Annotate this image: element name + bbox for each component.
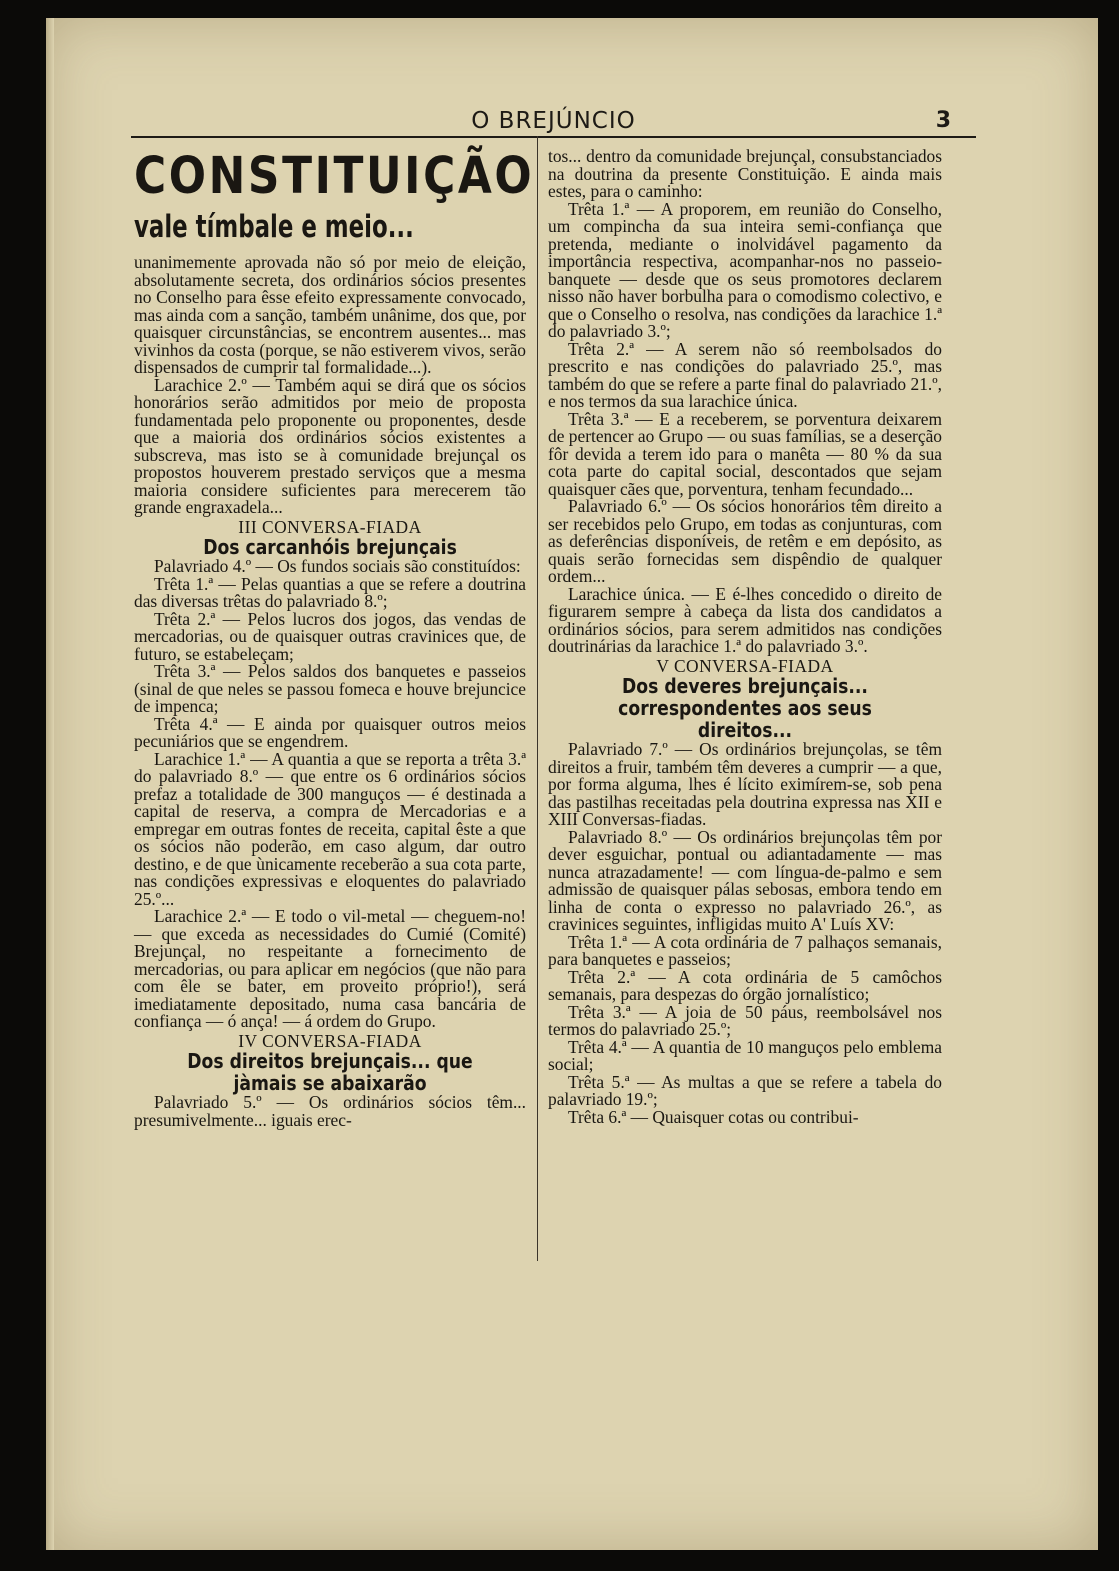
paragraph: Palavriado 6.º — Os sócios honorários têm direito a ser recebidos pelo Grupo, em todas as conjunturas, com as deferências disponíveis, de retêm e em depósito, as quais serão fornecidas sem dispêndio de qualquer ordem...	[548, 496, 942, 586]
paragraph: Larachice 1.ª — A quantia a que se reporta a trêta 3.ª do palavriado 8.º — que entre os 6 ordinários sócios prefaz a totalidade de 300 manguços — é destinada a capital de reserva, a compra de Mercadorias e a empregar em outras fontes de receita, capital êste a que os sócios não poderão, em caso algum, dar outro destino, e de que ùnicamente receberão a sua cota parte, nas condições expressivas e eloquentes do palavriado 25.º...	[134, 748, 526, 909]
paragraph: Trêta 2.ª — A serem não só reembolsados do prescrito e nas condições do palavriado 25.º, mas também do que se refere a parte final do palavriado 21.º, e nos termos da sua larachice única.	[548, 338, 942, 411]
paragraph: Trêta 1.ª — A cota ordinária de 7 palhaços semanais, para banquetes e passeios;	[548, 931, 942, 969]
newspaper-title: O BREJÚNCIO	[471, 108, 636, 134]
section-heading: III CONVERSA-FIADA	[238, 516, 422, 537]
paragraph: Larachice 2.º — Também aqui se dirá que os sócios honorários serão admitidos por meio de proposta fundamentada pelo proponente ou proponentes, desde que a maioria dos ordinários sócios existentes a subscreva, mas isto se à comunidade brejunçal os propostos houverem prestado serviços que a mesma maioria considere suficientes para merecerem tão grande engraxadela...	[134, 374, 526, 517]
paragraph: Trêta 1.ª — Pelas quantias a que se refere a doutrina das diversas trêtas do palavriado 8.º;	[134, 573, 526, 611]
paragraph: unanimemente aprovada não só por meio de eleição, absolutamente secreta, dos ordinários sócios presentes no Conselho para êsse efeito expressamente convocado, mas ainda com a sanção, também unânime, dos que, por quaisquer circunstâncias, se encontrem ausentes... mas vivinhos da costa (porque, se não estiverem vivos, serão dispensados de cumprir tal formalidade...).	[134, 252, 526, 377]
main-title: CONSTITUIÇÃO	[134, 147, 535, 206]
paragraph: Trêta 2.ª — A cota ordinária de 5 camôchos semanais, para despezas do órgão jornalístico;	[548, 966, 942, 1004]
section-title: Dos direitos brejunçais... que jàmais se abaixarão	[187, 1049, 473, 1095]
newspaper-page	[46, 18, 1098, 1550]
column-divider	[537, 136, 538, 1261]
paragraph: Trêta 4.ª — E ainda por quaisquer outros meios pecuniários que se engendrem.	[134, 713, 526, 751]
paragraph: Larachice única. — E é-lhes concedido o direito de figurarem sempre à cabeça da lista dos candidatos a ordinários sócios, para serem admitidos nas condições doutrinárias da larachice 1.ª do palavriado 3.º.	[548, 583, 942, 656]
paragraph: Trêta 5.ª — As multas a que se refere a tabela do palavriado 19.º;	[548, 1071, 942, 1109]
blank-lower-margin	[106, 1370, 1056, 1550]
paragraph: Trêta 3.ª — E a receberem, se porventura deixarem de pertencer ao Grupo — ou suas famílias, se a deserção fôr devida a terem ido para o manêta — 80 % da sua cota parte do capital social, descontados que sejam quaisquer cães que, porventura, tenham fecundado...	[548, 408, 942, 499]
paragraph: Trêta 3.ª — A joia de 50 páus, reembolsável nos termos do palavriado 25.º;	[548, 1001, 942, 1039]
main-subtitle: vale tímbale e meio...	[134, 209, 414, 245]
section-title: Dos carcanhóis brejunçais	[203, 535, 457, 559]
paragraph: Palavriado 7.º — Os ordinários brejunçolas, se têm direitos a fruir, também têm deveres a cumprir — a que, por forma alguma, lhes é lícito eximírem-se, sob pena das pastilhas receitadas pela doutrina expressa nas XII e XIII Conversas-fiadas.	[548, 739, 942, 829]
paragraph: Palavriado 4.º — Os fundos sociais são constituídos:	[154, 556, 521, 576]
running-header	[131, 106, 976, 138]
paragraph: Trêta 6.ª — Quaisquer cotas ou contribui-	[568, 1106, 859, 1127]
left-column	[134, 147, 535, 1130]
right-column	[548, 148, 942, 1126]
paragraph: Trêta 4.ª — A quantia de 10 manguços pelo emblema social;	[548, 1036, 942, 1074]
paragraph: Larachice 2.ª — E todo o vil-metal — cheguem-no! — que exceda as necessidades do Cumié (Comité) Brejunçal, no respeitante a fornecimento de mercadorias, ou para aplicar em negócios (que não para com êle se bater, em proveito próprio!), será imediatamente depositado, numa casa bancária de confiança — ó ança! — á ordem do Grupo.	[134, 906, 526, 1031]
paragraph: Trêta 1.ª — A proporem, em reunião do Conselho, um compincha da sua inteira semi-confiança que pretenda, mediante o inolvidável pagamento da importância respectiva, acompanhar-nos no passeio-banquete — desde que os seus promotores declarem nisso não haver borbulha para o comodismo colectivo, e que o Conselho o resolva, nas condições da larachice 1.ª do palavriado 3.º;	[548, 198, 942, 341]
paragraph: Trêta 2.ª — Pelos lucros dos jogos, das vendas de mercadorias, ou de quaisquer outras cravinices que, de futuro, se estabeleçam;	[134, 608, 526, 664]
section-title: Dos deveres brejunçais... correspondentes aos seus direitos...	[618, 674, 872, 742]
paragraph: Palavriado 8.º — Os ordinários brejunçolas têm por dever esguichar, pontual ou adiantadamente — mas nunca atrazadamente! — com língua-de-palmo e sem admissão de quaisquer pálas sebosas, embora tendo em linha de conta o expresso no palavriado 26.º, as cravinices seguintes, infligidas muito A' Luís XV:	[548, 826, 942, 934]
paragraph: Trêta 3.ª — Pelos saldos dos banquetes e passeios (sinal de que neles se passou fomeca e houve brejuncice de impenca;	[134, 661, 526, 716]
section-heading: IV CONVERSA-FIADA	[238, 1030, 422, 1051]
section-heading: V CONVERSA-FIADA	[656, 655, 834, 676]
paragraph: Palavriado 5.º — Os ordinários sócios têm... presumivelmente... iguais erec-	[134, 1092, 526, 1130]
paragraph: tos... dentro da comunidade brejunçal, consubstanciados na doutrina da presente Constituição. E ainda mais estes, para o caminho:	[548, 146, 942, 201]
page-number: 3	[935, 108, 951, 133]
